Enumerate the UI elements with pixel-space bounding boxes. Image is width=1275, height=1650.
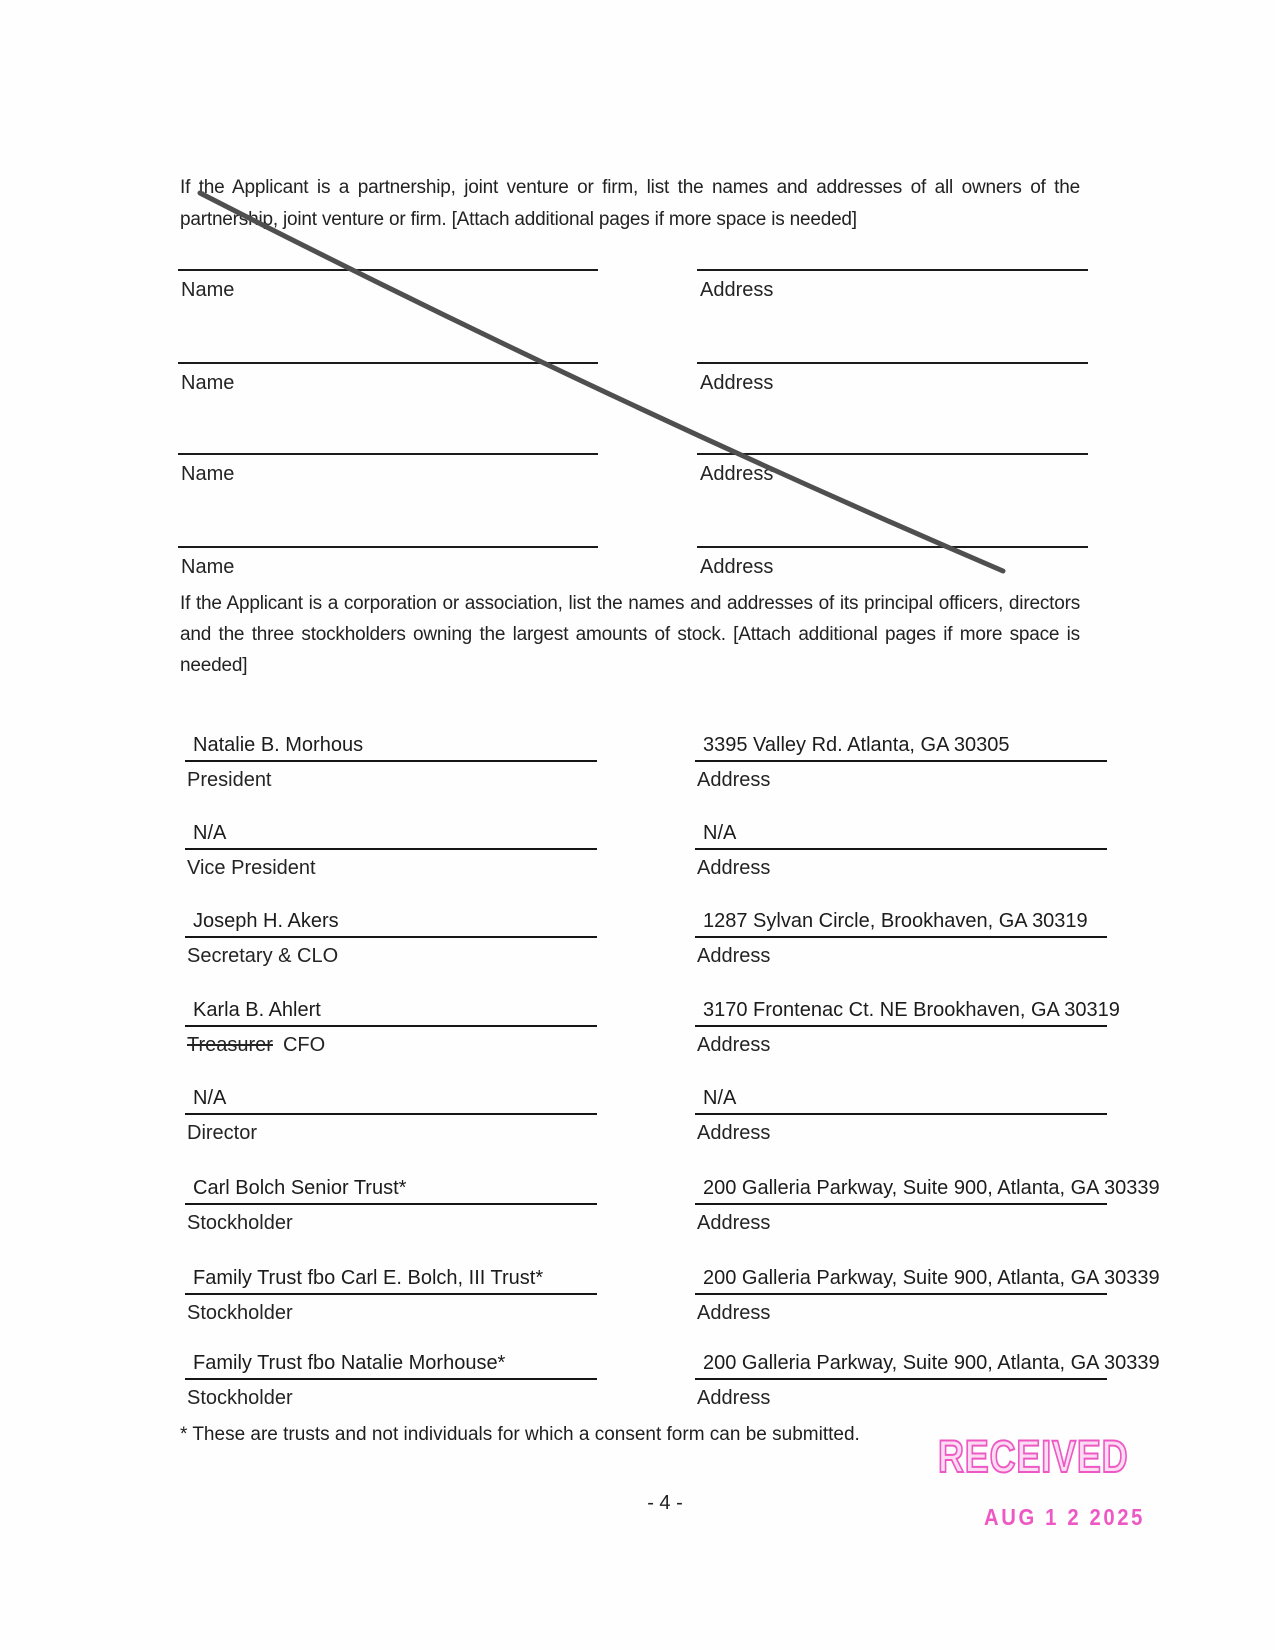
role-text: Stockholder [187,1387,293,1409]
officer-address-field [695,730,1107,792]
officer-address-value: N/A [695,818,1107,850]
address-label: Address [697,1122,771,1144]
name-field-blank [178,269,598,302]
address-label: Address [700,463,774,485]
address-label: Address [700,372,774,394]
name-field-blank [178,362,598,395]
role-text: Vice President [187,857,316,879]
struck-role-text: Treasurer [187,1034,273,1056]
corporation-instructions: If the Applicant is a corporation or association, list the names and addresses of its principal officers, directors and the three stockholders owning the largest amounts of stock. [Attach additional pages if more space is needed] [180,593,1080,676]
name-field-blank [178,546,598,579]
address-label: Address [700,279,774,301]
officer-role-label [185,938,597,968]
officer-address-field [695,906,1107,968]
role-text: Director [187,1122,258,1144]
officer-name-value: Karla B. Ahlert [185,995,597,1027]
name-label: Name [181,372,235,394]
role-text: Stockholder [187,1302,293,1324]
officer-name-field [185,730,597,792]
officer-entry [0,995,1275,1067]
officer-role-label [185,762,597,792]
stockholder-entry [0,1348,1275,1420]
stockholder-address-field [695,1348,1160,1410]
stockholder-address-value: 200 Galleria Parkway, Suite 900, Atlanta, GA 30339 [695,1173,1107,1205]
stockholder-address-value: 200 Galleria Parkway, Suite 900, Atlanta, GA 30339 [695,1348,1107,1380]
officer-name-value: N/A [185,818,597,850]
address-label: Address [697,1302,771,1324]
name-field-blank [178,453,598,486]
stockholder-entry [0,1173,1275,1245]
received-stamp-text: RECEIVED [938,1431,1129,1482]
received-stamp [938,1431,1198,1531]
address-field-blank [697,362,1088,395]
stockholder-role-label [185,1205,597,1235]
officer-name-field [185,1083,597,1145]
address-field-blank [697,269,1088,302]
role-text: President [187,769,272,791]
name-label: Name [181,463,235,485]
address-label: Address [700,556,774,578]
officer-entry [0,730,1275,802]
officer-address-field [695,995,1120,1057]
officer-name-field [185,906,597,968]
stockholder-name-field [185,1173,597,1235]
partnership-blank-row [0,269,1275,321]
officer-role-label [185,1115,597,1145]
officer-name-value: Joseph H. Akers [185,906,597,938]
stockholder-name-value: Carl Bolch Senior Trust* [185,1173,597,1205]
stockholder-name-field [185,1348,597,1410]
officer-address-field [695,818,1107,880]
stockholder-address-value: 200 Galleria Parkway, Suite 900, Atlanta, GA 30339 [695,1263,1107,1295]
partnership-blank-row [0,362,1275,414]
officer-role-label [185,850,597,880]
name-label: Name [181,279,235,301]
page-number: - 4 - [647,1492,683,1514]
trusts-footnote: * These are trusts and not individuals for which a consent form can be submitted. [180,1424,860,1445]
address-label: Address [697,769,771,791]
officer-entry [0,818,1275,890]
officer-entry [0,906,1275,978]
officer-address-field [695,1083,1107,1145]
officer-name-value: N/A [185,1083,597,1115]
officer-address-value: 3170 Frontenac Ct. NE Brookhaven, GA 30319 [695,995,1107,1027]
role-text: Stockholder [187,1212,293,1234]
partnership-blank-row [0,453,1275,505]
partnership-instructions: If the Applicant is a partnership, joint venture or firm, list the names and addresses of all owners of the partnership, joint venture or firm. [Attach additional pages if more space is needed] [180,177,1080,230]
name-label: Name [181,556,235,578]
stockholder-name-field [185,1263,597,1325]
address-label: Address [697,1212,771,1234]
stockholder-address-field [695,1173,1160,1235]
address-label: Address [697,945,771,967]
officer-name-field [185,995,597,1057]
officer-entry [0,1083,1275,1155]
officer-name-field [185,818,597,880]
officer-name-value: Natalie B. Morhous [185,730,597,762]
stockholder-role-label [185,1295,597,1325]
address-label: Address [697,1034,771,1056]
officer-address-value: 3395 Valley Rd. Atlanta, GA 30305 [695,730,1107,762]
stockholder-address-field [695,1263,1160,1325]
stockholder-name-value: Family Trust fbo Carl E. Bolch, III Trust* [185,1263,597,1295]
role-text: CFO [282,1034,326,1056]
address-field-blank [697,546,1088,579]
address-label: Address [697,1387,771,1409]
received-stamp-date: AUG 1 2 2025 [984,1504,1146,1530]
officer-role-label [185,1027,597,1057]
stockholder-entry [0,1263,1275,1335]
address-field-blank [697,453,1088,486]
role-text: Secretary & CLO [187,945,339,967]
officer-address-value: N/A [695,1083,1107,1115]
stockholder-name-value: Family Trust fbo Natalie Morhouse* [185,1348,597,1380]
stockholder-role-label [185,1380,597,1410]
address-label: Address [697,857,771,879]
officer-address-value: 1287 Sylvan Circle, Brookhaven, GA 30319 [695,906,1107,938]
